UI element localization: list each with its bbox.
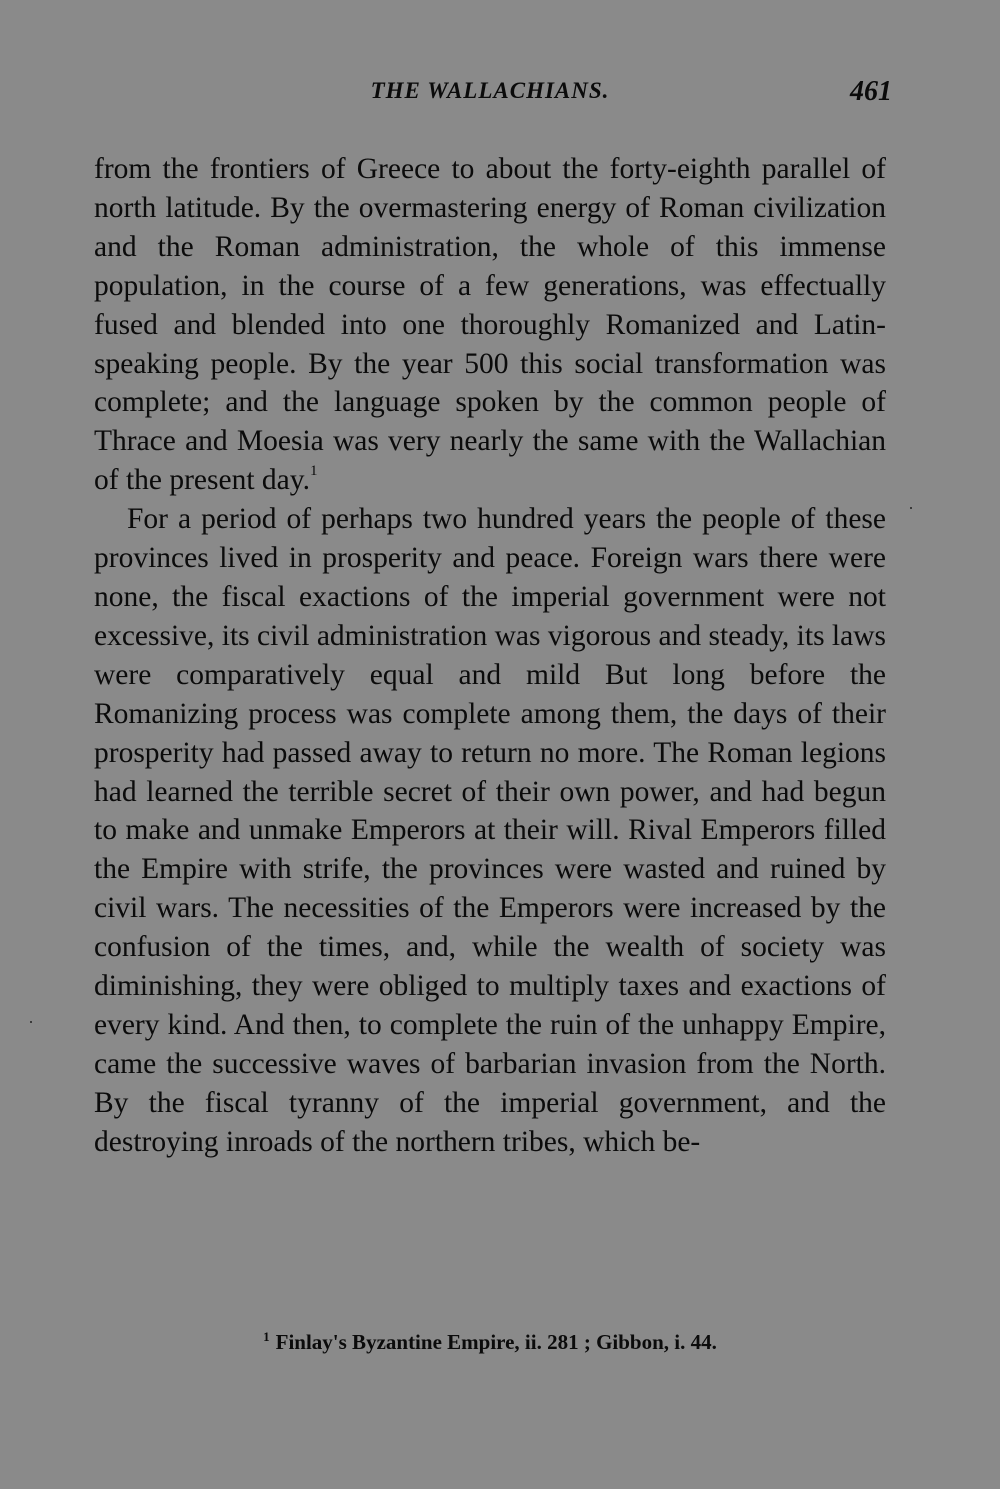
paragraph <box>94 500 886 1161</box>
page-number: 461 <box>850 76 892 107</box>
scan-speck <box>910 507 912 509</box>
running-head <box>94 76 892 118</box>
footnote-marker: 1 <box>263 1329 270 1344</box>
footnote-reference: 1 <box>309 463 318 480</box>
footnote-text: Finlay's Byzantine Empire, ii. 281 ; Gibbon, i. 44. <box>275 1330 717 1354</box>
footnote <box>94 1330 886 1355</box>
body-text <box>94 150 886 1162</box>
running-title: THE WALLACHIANS. <box>370 78 610 103</box>
paragraph-1-text: from the frontiers of Greece to about the forty-eighth parallel of north latitude. By the overmastering energy of Roman civilization and the Roman administration, the whole of this immense population, in the course of a few generations, was effectually fused and blended into one thoroughly Romanized and Latin-speaking people. By the year 500 this social transformation was complete; and the language spoken by the common people of Thrace and Moesia was very nearly the same with the Wallachian of the present day. <box>94 153 886 497</box>
scan-speck <box>30 1021 32 1023</box>
paragraph-continued <box>94 150 886 500</box>
paragraph-2-text: For a period of perhaps two hundred years the people of these provinces lived in prosperity and peace. Foreign wars there were none, the fiscal exactions of the imperial government were not excessive, its civil administration was vigorous and steady, its laws were comparatively equal and mild But long before the Romanizing process was complete among them, the days of their prosperity had passed away to return no more. The Roman legions had learned the terrible secret of their own power, and had begun to make and unmake Emperors at their will. Rival Emperors filled the Empire with strife, the provinces were wasted and ruined by civil wars. The necessities of the Emperors were increased by the confusion of the times, and, while the wealth of society was diminishing, they were obliged to multiply taxes and exactions of every kind. And then, to complete the ruin of the unhappy Empire, came the successive waves of barbarian invasion from the North. By the fiscal tyranny of the imperial government, and the destroying inroads of the northern tribes, which be- <box>94 503 886 1158</box>
